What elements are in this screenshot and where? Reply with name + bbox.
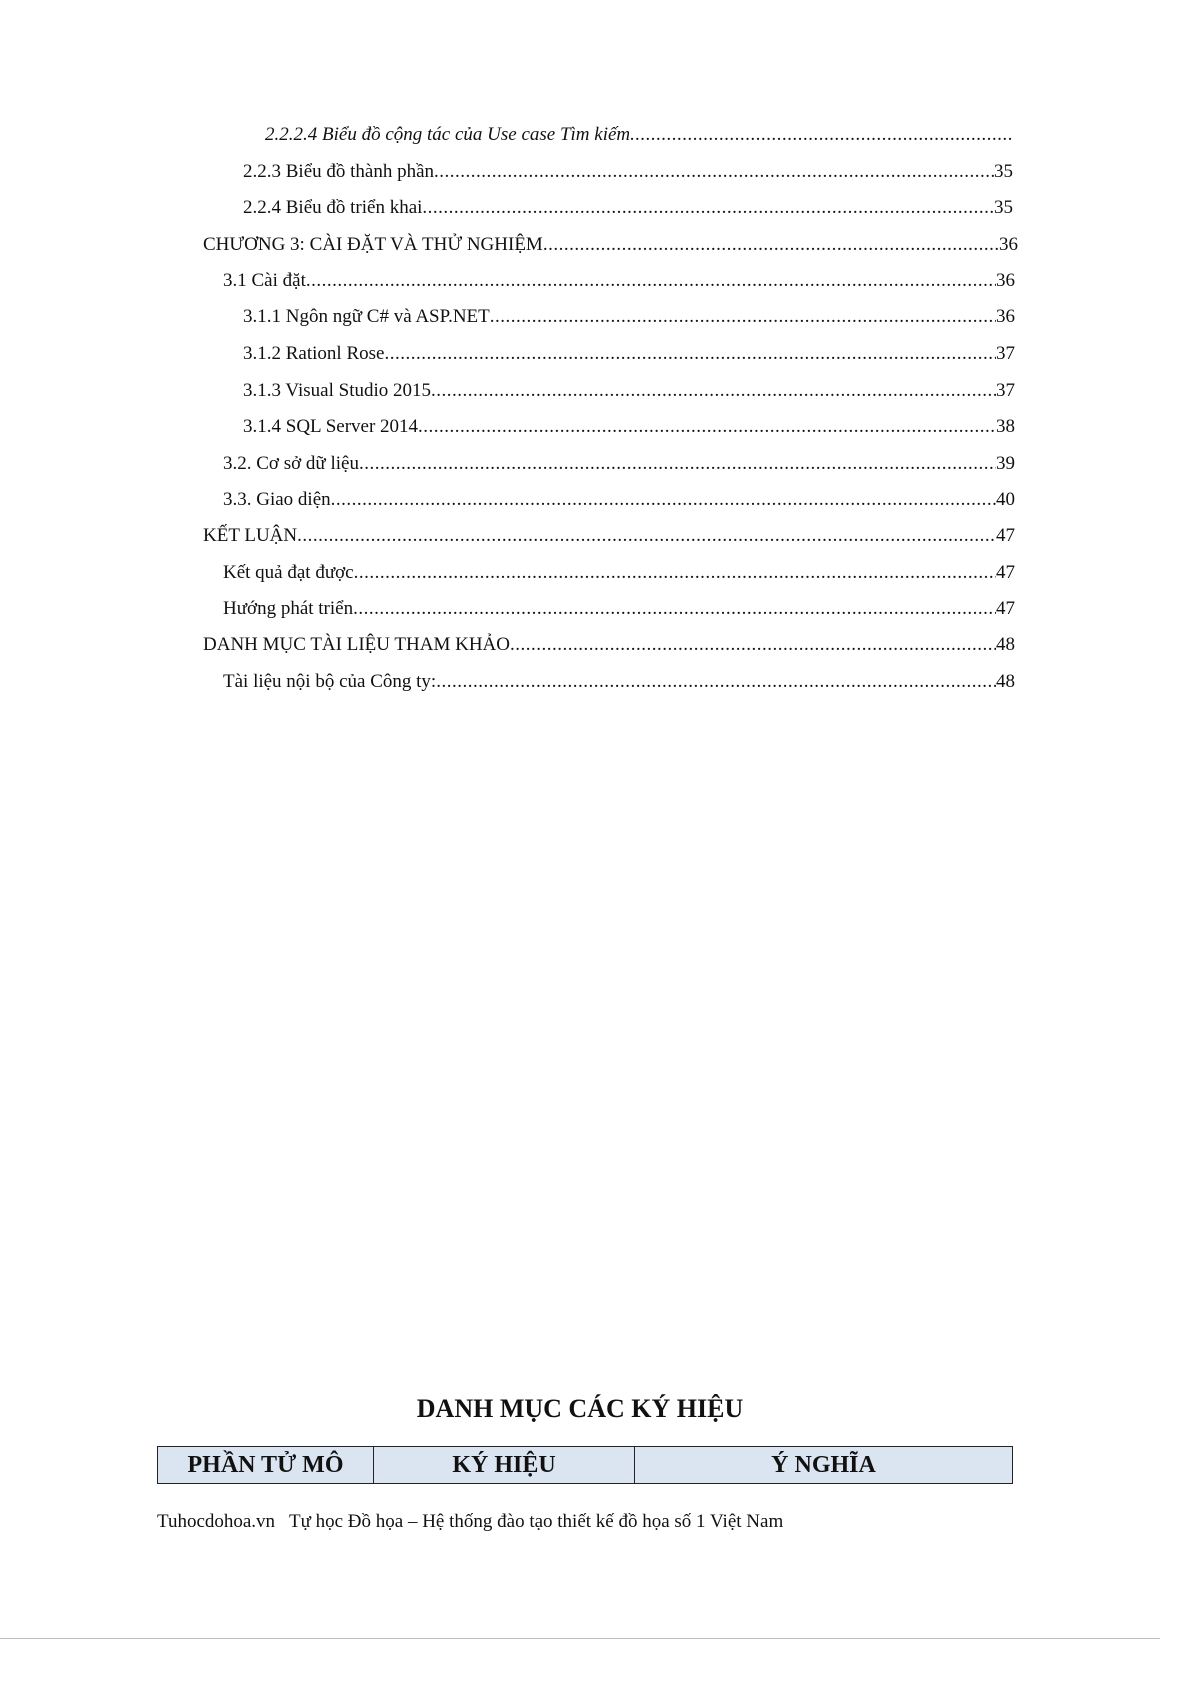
toc-entry-title: 3.3. Giao diện [223, 489, 331, 510]
toc-entry-page: 48 [996, 671, 1015, 692]
table-header-cell: KÝ HIỆU [374, 1447, 635, 1484]
toc-entry[interactable] [243, 305, 1015, 329]
toc-leader-dots [354, 561, 996, 585]
toc-entry-page: 47 [996, 562, 1015, 583]
symbols-section-title: DANH MỤC CÁC KÝ HIỆU [416, 1394, 744, 1423]
toc-entry-page: 35 [994, 197, 1013, 218]
toc-entry-title: 3.1 Cài đặt [223, 270, 306, 291]
toc-entry-page: 37 [996, 343, 1015, 364]
toc-entry[interactable] [223, 597, 1015, 621]
table-header-cell: PHẦN TỬ MÔ [158, 1447, 374, 1484]
toc-leader-dots [359, 452, 996, 476]
toc-entry[interactable] [243, 342, 1015, 366]
toc-leader-dots [418, 415, 996, 439]
toc-entry-page: 40 [996, 489, 1015, 510]
toc-leader-dots [297, 524, 996, 548]
toc-leader-dots [331, 488, 996, 512]
toc-entry[interactable] [223, 488, 1015, 512]
page-footer: Tuhocdohoa.vn Tự học Đồ họa – Hệ thống đào tạo thiết kế đồ họa số 1 Việt Nam [157, 1511, 784, 1532]
toc-entry[interactable] [223, 670, 1015, 694]
toc-entry-title: Kết quả đạt được [223, 562, 354, 583]
toc-entry-title: 2.2.2.4 Biểu đồ cộng tác của Use case Tìm kiếm [265, 124, 631, 145]
toc-leader-dots [630, 123, 1014, 147]
toc-entry-title: DANH MỤC TÀI LIỆU THAM KHẢO [203, 634, 510, 655]
toc-entry-page: 38 [996, 416, 1015, 437]
toc-entry-title: Hướng phát triển [223, 598, 354, 619]
toc-entry[interactable] [243, 379, 1015, 403]
toc-entry-title: 2.2.3 Biểu đồ thành phần [243, 161, 435, 182]
toc-entry-page: 48 [996, 634, 1015, 655]
toc-entry-page: 37 [996, 380, 1015, 401]
toc-entry-page: 47 [996, 598, 1015, 619]
toc-leader-dots [490, 305, 996, 329]
toc-entry-page: 47 [996, 525, 1015, 546]
toc-entry-title: 3.1.2 Rationl Rose [243, 343, 385, 364]
toc-leader-dots [434, 160, 994, 184]
toc-entry-chapter[interactable] [203, 524, 1015, 548]
page-divider [0, 1638, 1160, 1639]
toc-entry-page: 36 [996, 270, 1015, 291]
toc-entry[interactable] [265, 123, 1014, 147]
toc-leader-dots [436, 670, 996, 694]
toc-leader-dots [422, 196, 994, 220]
toc-entry-title: CHƯƠNG 3: CÀI ĐẶT VÀ THỬ NGHIỆM [203, 234, 543, 255]
toc-entry[interactable] [243, 160, 1013, 184]
toc-leader-dots [306, 269, 996, 293]
toc-entry-chapter[interactable] [203, 233, 1018, 257]
toc-entry-title: 3.2. Cơ sở dữ liệu [223, 453, 359, 474]
toc-entry-page: 39 [996, 453, 1015, 474]
toc-entry-page: 36 [999, 234, 1018, 255]
toc-entry-title: 3.1.4 SQL Server 2014 [243, 416, 419, 437]
symbols-table [157, 1446, 1013, 1484]
toc-entry[interactable] [223, 452, 1015, 476]
table-header-row [158, 1447, 1013, 1484]
toc-leader-dots [543, 233, 999, 257]
toc-leader-dots [384, 342, 996, 366]
toc-entry-page: 35 [994, 161, 1013, 182]
toc-entry[interactable] [223, 269, 1015, 293]
toc-entry-page: 36 [996, 306, 1015, 327]
toc-entry-title: Tài liệu nội bộ của Công ty: [223, 671, 437, 692]
toc-entry-title: KẾT LUẬN [203, 525, 298, 546]
toc-leader-dots [431, 379, 996, 403]
toc-entry-title: 3.1.1 Ngôn ngữ C# và ASP.NET [243, 306, 490, 327]
toc-entry-title: 2.2.4 Biểu đồ triển khai [243, 197, 423, 218]
toc-entry[interactable] [243, 415, 1015, 439]
toc-entry[interactable] [223, 561, 1015, 585]
toc-leader-dots [353, 597, 996, 621]
toc-entry-title: 3.1.3 Visual Studio 2015 [243, 380, 431, 401]
toc-leader-dots [510, 633, 996, 657]
toc-entry[interactable] [243, 196, 1013, 220]
table-header-cell: Ý NGHĨA [635, 1447, 1013, 1484]
toc-entry-chapter[interactable] [203, 633, 1015, 657]
